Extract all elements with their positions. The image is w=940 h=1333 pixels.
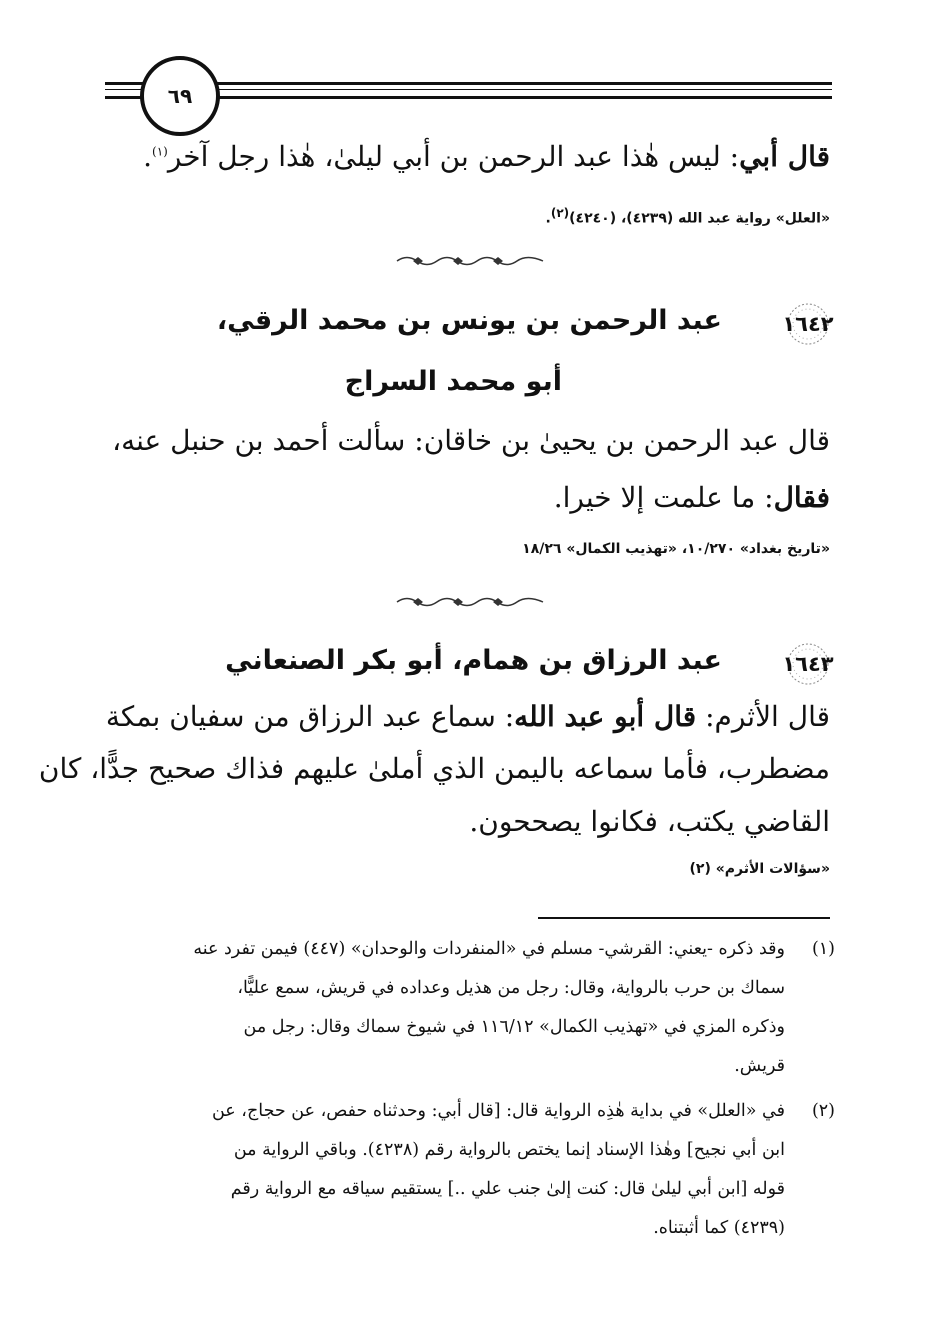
footnote-line: وذكره المزي في «تهذيب الكمال» ١١٦/١٢ في شيوخ سماك وقال: رجل من	[243, 1017, 785, 1037]
footnote-line: وقد ذكره -يعني: القرشي- مسلم في «المنفردات والوحدان» (٤٤٧) فيمن تفرد عنه	[193, 939, 785, 959]
entry-text-line	[106, 700, 830, 733]
entry-number-badge	[780, 642, 836, 686]
footnote-line: قوله [ابن أبي ليلىٰ قال: كنت إلىٰ جنب علي ..] يستقيم سياقه مع الرواية رقم	[230, 1179, 785, 1199]
footnote-line: (٤٢٣٩) كما أثبتناه.	[653, 1218, 785, 1238]
footnote-ref-2: (٢)	[550, 206, 570, 220]
entry-number: ١٦٤٢	[782, 312, 834, 336]
footnote-ref-1: (١)	[152, 144, 168, 159]
top-note-reference	[546, 206, 831, 227]
top-note-line	[143, 140, 830, 173]
top-note-bold: قال أبي	[739, 140, 830, 173]
section-ornament	[395, 594, 545, 608]
entry-text: قال الأثرم:	[696, 700, 830, 733]
entry-number: ١٦٤٣	[782, 652, 834, 676]
footnote-marker: (١)	[811, 939, 835, 959]
entry-title: عبد الرزاق بن همام، أبو بكر الصنعاني	[225, 645, 722, 676]
top-note-end: .	[143, 140, 152, 173]
page-number: ٦٩	[167, 84, 193, 108]
entry-text-line	[554, 481, 830, 514]
entry-text: : سماع عبد الرزاق من سفيان بمكة	[105, 700, 515, 733]
entry-text-bold: فقال	[773, 481, 830, 514]
entry-source: «تاريخ بغداد» ١٠/٢٧٠، «تهذيب الكمال» ١٨/٢٦	[522, 541, 830, 557]
top-note-ref-end: .	[545, 210, 551, 227]
footnote-line: قريش.	[734, 1056, 785, 1076]
footnote-line: في «العلل» في بداية هٰذِه الرواية قال: [قال أبي: وحدثناه حفص، عن حجاج، عن	[211, 1101, 785, 1121]
entry-text-line: مضطرب، فأما سماعه باليمن الذي أملىٰ عليهم فذاك صحيح جدًّا، كان	[38, 752, 830, 785]
entry-text-line: القاضي يكتب، فكانوا يصححون.	[469, 805, 830, 838]
entry-number-badge	[780, 302, 836, 346]
footnote-separator	[538, 917, 830, 919]
entry-title: عبد الرحمن بن يونس بن محمد الرقي،	[216, 305, 722, 336]
footnote-line: سماك بن حرب بالرواية، وقال: رجل من هذيل وعداده في قريش، سمع عليًّا،	[237, 978, 785, 998]
entry-subtitle: أبو محمد السراج	[344, 366, 562, 397]
entry-source: «سؤالات الأثرم» (٢)	[689, 861, 830, 877]
entry-text-bold: قال أبو عبد الله	[514, 700, 697, 733]
top-note-ref-text: «العلل» رواية عبد الله (٤٢٣٩)، (٤٢٤٠)	[569, 210, 830, 227]
top-note-text: : ليس هٰذا عبد الرحمن بن أبي ليلىٰ، هٰذا رجل آخر	[167, 140, 740, 173]
entry-text-line: قال عبد الرحمن بن يحيىٰ بن خاقان: سألت أحمد بن حنبل عنه،	[112, 424, 830, 457]
section-ornament	[395, 253, 545, 267]
page-number-circle	[140, 56, 220, 136]
footnote-line: ابن أبي نجيح] وهٰذا الإسناد إنما يختص بالرواية رقم (٤٢٣٨). وباقي الرواية من	[233, 1140, 785, 1160]
entry-text: : ما علمت إلا خيرا.	[553, 481, 774, 514]
footnote-marker: (٢)	[811, 1101, 835, 1121]
